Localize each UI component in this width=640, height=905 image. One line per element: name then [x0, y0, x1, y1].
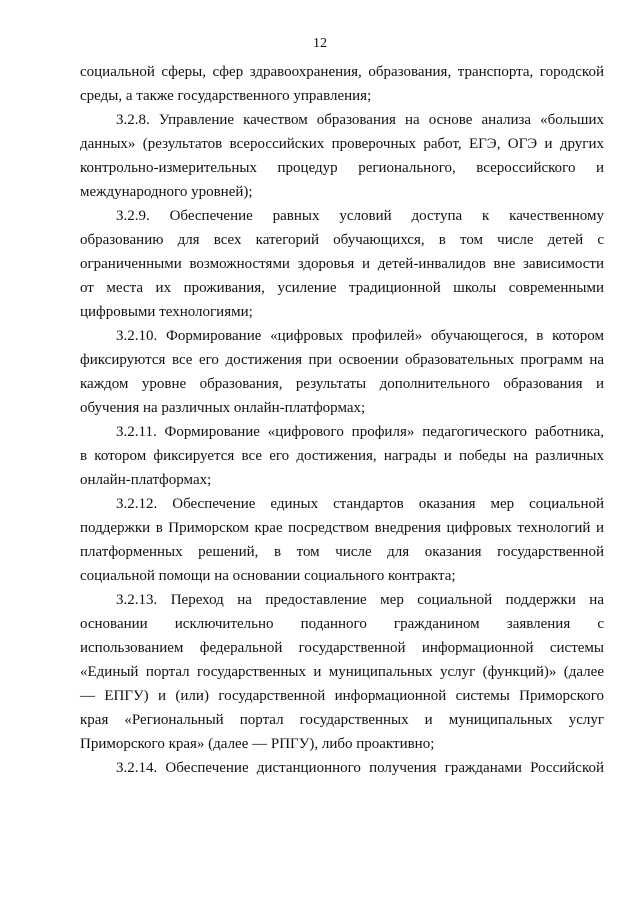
text-line: основании исключительно поданного гражданином заявления с — [80, 616, 604, 632]
text-line: ограниченными возможностями здоровья и детей-инвалидов вне зависимости — [80, 256, 604, 272]
paragraph-3-2-9 — [80, 204, 604, 324]
text-line: каждом уровне образования, результаты дополнительного образования и — [80, 376, 604, 392]
text-line: — ЕПГУ) и (или) государственной информационной системы Приморского — [80, 688, 604, 704]
paragraph-3-2-12 — [80, 492, 604, 588]
text-line: платформенных решений, в том числе для оказания государственной — [80, 544, 604, 560]
text-line: использованием федеральной государственной информационной системы — [80, 640, 604, 656]
text-line: фиксируются все его достижения при освоении образовательных программ на — [80, 352, 604, 368]
page-number: 12 — [313, 36, 327, 51]
text-line: 3.2.8. Управление качеством образования на основе анализа «больших — [116, 112, 604, 128]
text-line: среды, а также государственного управления; — [80, 88, 372, 104]
text-line: социальной сферы, сфер здравоохранения, образования, транспорта, городской — [80, 64, 604, 80]
paragraph-3-2-14 — [80, 756, 604, 780]
paragraph-3-2-8 — [80, 108, 604, 204]
text-line: в котором фиксируется все его достижения, награды и победы на различных — [80, 448, 604, 464]
text-line: социальной помощи на основании социального контракта; — [80, 568, 456, 584]
text-line: данных» (результатов всероссийских проверочных работ, ЕГЭ, ОГЭ и других — [80, 136, 604, 152]
text-line: 3.2.13. Переход на предоставление мер социальной поддержки на — [116, 592, 604, 608]
text-line: «Единый портал государственных и муниципальных услуг (функций)» (далее — [80, 664, 604, 680]
paragraph-3-2-11 — [80, 420, 604, 492]
text-line: образованию для всех категорий обучающихся, в том числе детей с — [80, 232, 604, 248]
text-line: онлайн-платформах; — [80, 472, 212, 488]
text-line: 3.2.10. Формирование «цифровых профилей» обучающегося, в котором — [116, 328, 604, 344]
text-line: поддержки в Приморском крае посредством внедрения цифровых технологий и — [80, 520, 604, 536]
text-line: обучения на различных онлайн-платформах; — [80, 400, 366, 416]
text-line: 3.2.9. Обеспечение равных условий доступа к качественному — [116, 208, 604, 224]
paragraph-3-2-13 — [80, 588, 604, 756]
text-line: цифровыми технологиями; — [80, 304, 253, 320]
text-line: 3.2.11. Формирование «цифрового профиля» педагогического работника, — [116, 424, 604, 440]
paragraph-3-2-10 — [80, 324, 604, 420]
text-line: 3.2.12. Обеспечение единых стандартов оказания мер социальной — [116, 496, 604, 512]
text-line: края «Региональный портал государственных и муниципальных услуг — [80, 712, 604, 728]
paragraph-intro-continuation — [80, 60, 604, 108]
text-line: международного уровней); — [80, 184, 253, 200]
text-line: 3.2.14. Обеспечение дистанционного получения гражданами Российской — [116, 760, 604, 776]
text-line: контрольно-измерительных процедур регионального, всероссийского и — [80, 160, 604, 176]
text-line: от места их проживания, усиление традиционной школы современными — [80, 280, 604, 296]
text-line: Приморского края» (далее — РПГУ), либо проактивно; — [80, 736, 435, 752]
document-body — [80, 60, 604, 780]
